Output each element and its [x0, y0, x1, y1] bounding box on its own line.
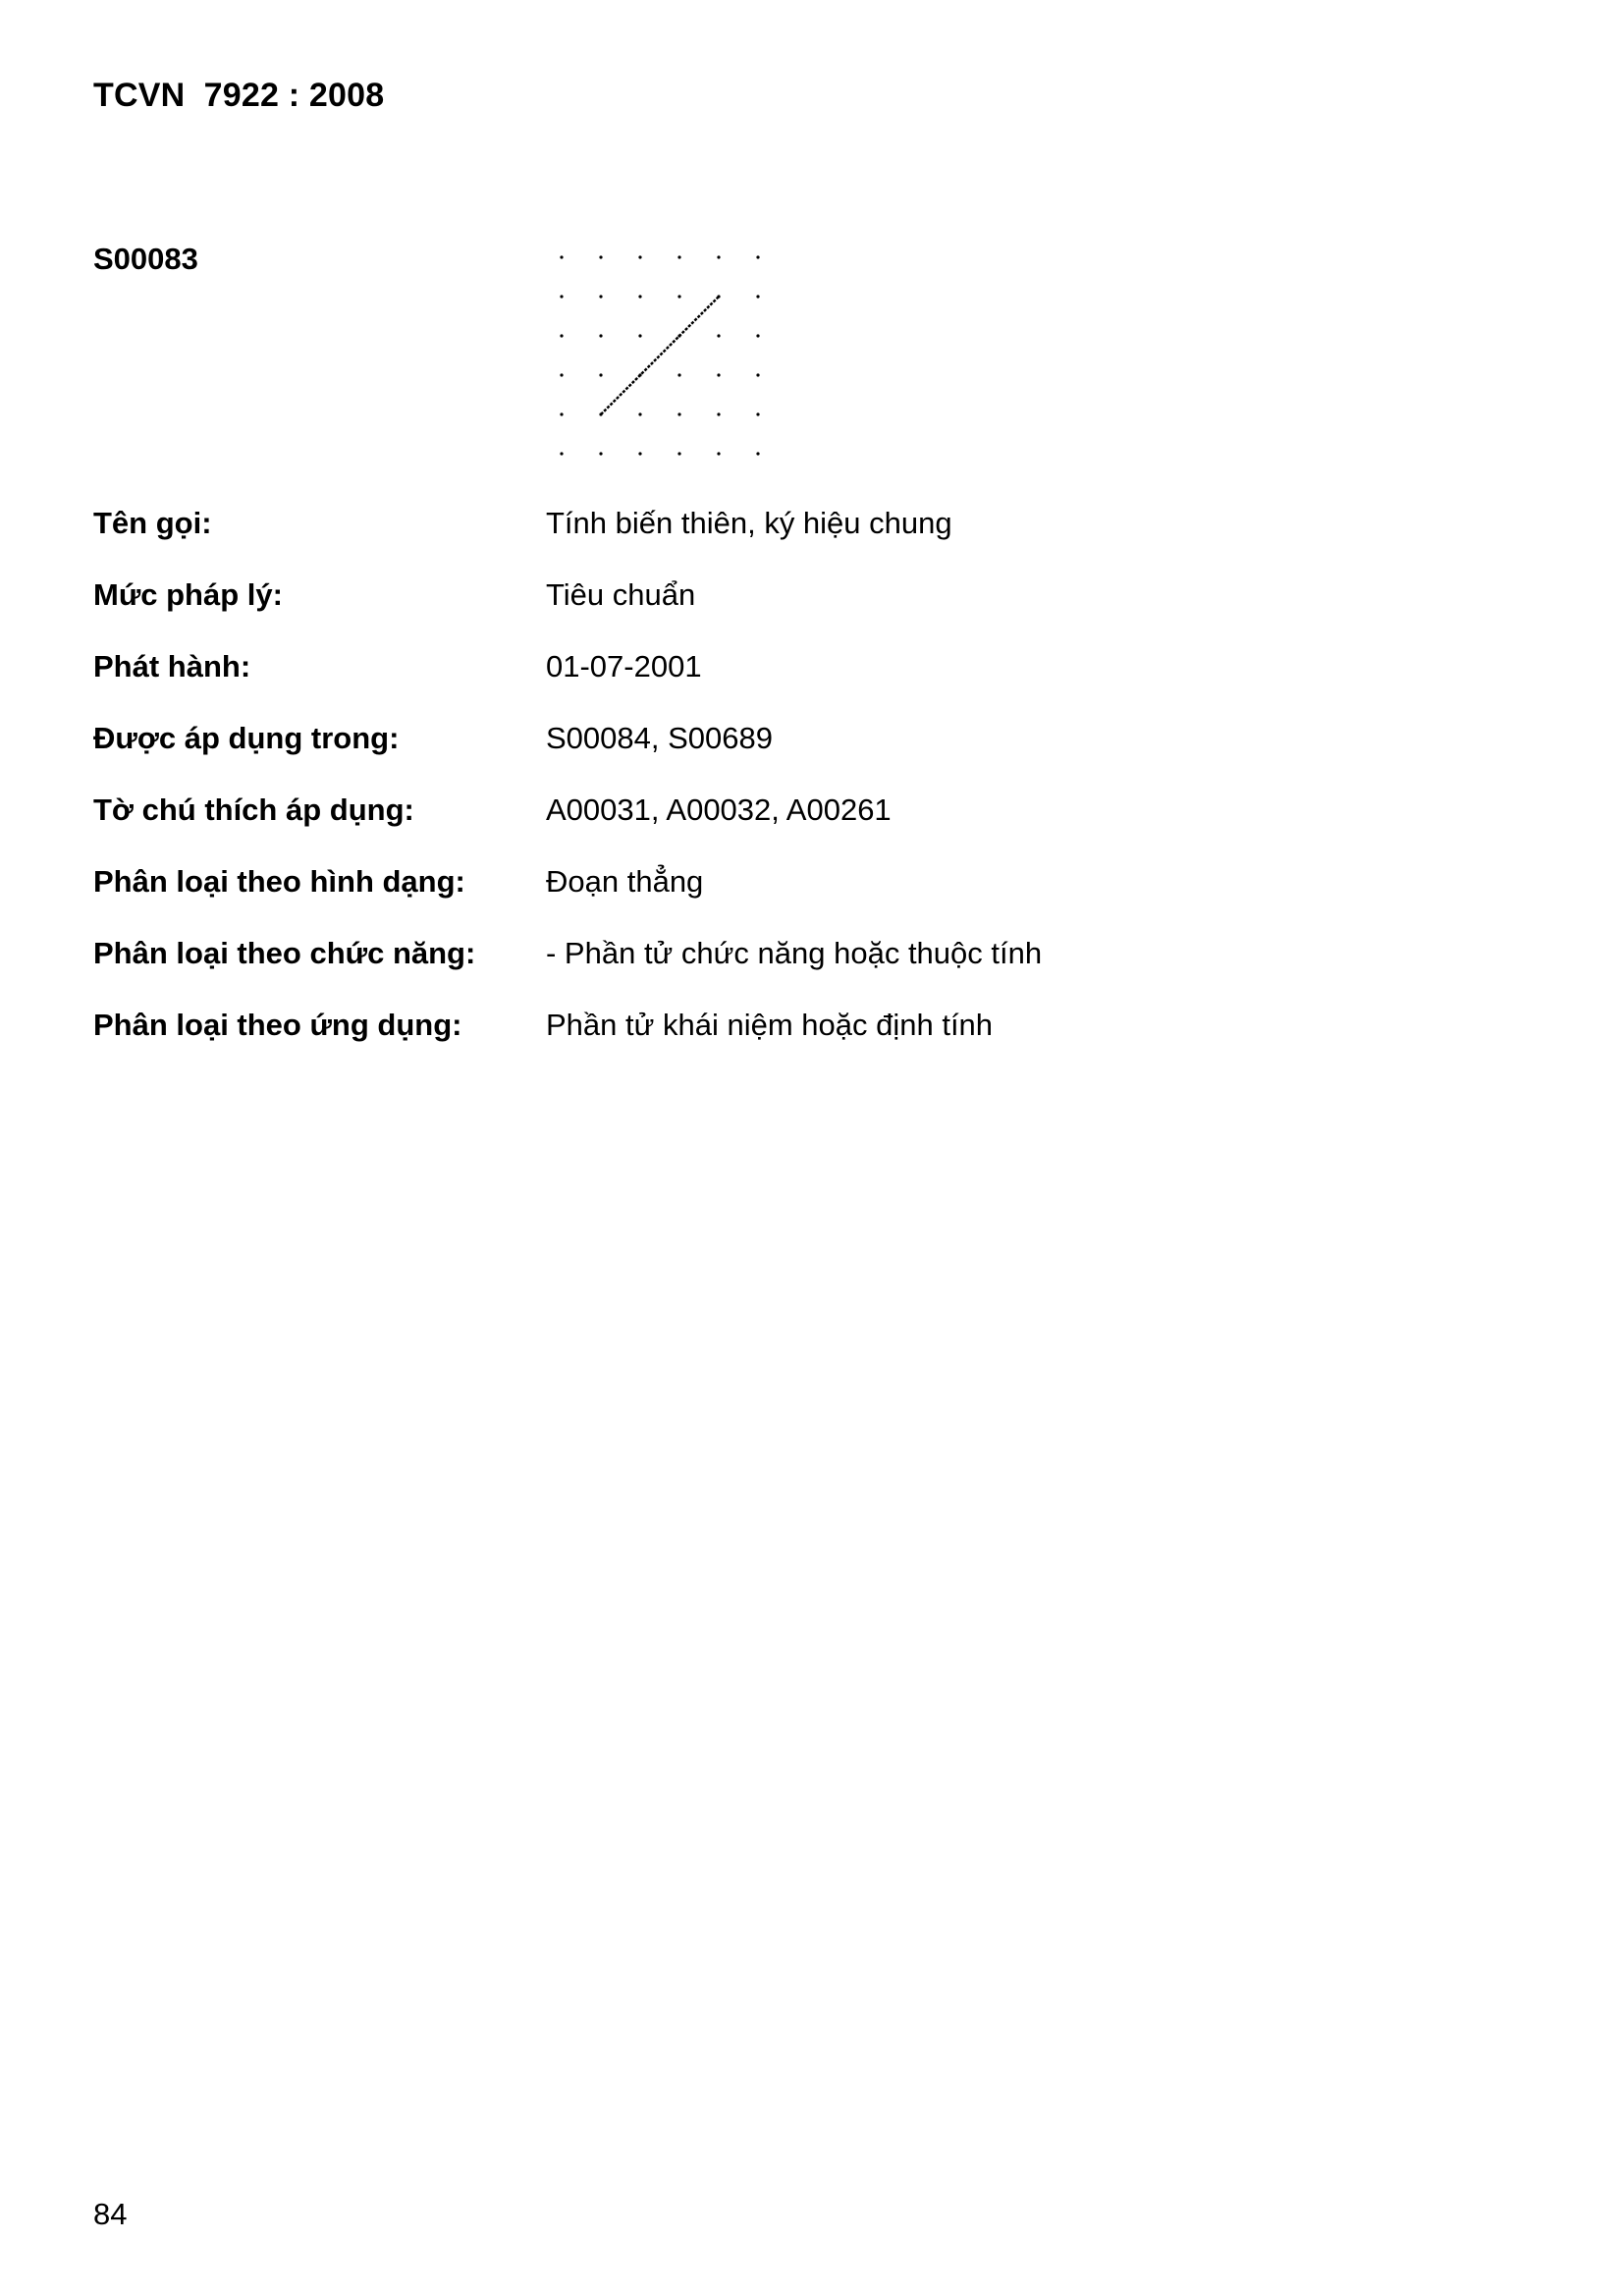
grid-dot [599, 373, 602, 376]
info-row-function-class [93, 936, 1370, 985]
grid-dot [677, 295, 680, 298]
grid-dot [560, 412, 563, 415]
info-row-issued [93, 649, 1370, 698]
info-label: Phân loại theo chức năng: [93, 936, 476, 970]
info-label: Phân loại theo hình dạng: [93, 864, 465, 899]
grid-dot [756, 452, 759, 455]
info-label: Mức pháp lý: [93, 577, 283, 612]
info-value: Phần tử khái niệm hoặc định tính [546, 1008, 994, 1042]
info-label: Phát hành: [93, 649, 251, 683]
grid-dot [638, 334, 641, 337]
info-row-application-class [93, 1008, 1370, 1057]
grid-dot [638, 412, 641, 415]
grid-dot [677, 373, 680, 376]
symbol-id: S00083 [93, 242, 198, 276]
dot-grid [560, 255, 759, 455]
info-value: S00084, S00689 [546, 721, 773, 755]
grid-dot [599, 295, 602, 298]
grid-dot [717, 255, 720, 258]
grid-dot [717, 334, 720, 337]
info-label: Tên gọi: [93, 506, 212, 540]
info-label: Được áp dụng trong: [93, 721, 400, 755]
page-number: 84 [93, 2197, 128, 2231]
info-value: - Phần tử chức năng hoặc thuộc tính [546, 936, 1043, 970]
info-value: 01-07-2001 [546, 649, 702, 683]
page-header-standard: TCVN 7922 : 2008 [93, 77, 385, 114]
symbol-figure [540, 236, 776, 471]
grid-dot [756, 295, 759, 298]
diagonal-line [601, 297, 719, 414]
grid-dot [638, 255, 641, 258]
info-row-legal-level [93, 577, 1370, 627]
info-row-annotation-sheet [93, 793, 1370, 842]
grid-dot [560, 334, 563, 337]
grid-dot [677, 412, 680, 415]
grid-dot [599, 452, 602, 455]
info-table [93, 506, 1370, 1056]
grid-dot [560, 295, 563, 298]
grid-dot [677, 255, 680, 258]
info-value: Tính biến thiên, ký hiệu chung [546, 506, 952, 540]
info-label: Tờ chú thích áp dụng: [93, 793, 414, 827]
info-row-name [93, 506, 1370, 555]
grid-dot [560, 255, 563, 258]
grid-dot [599, 255, 602, 258]
grid-dot [638, 295, 641, 298]
grid-dot [677, 452, 680, 455]
grid-dot [756, 373, 759, 376]
info-value: Đoạn thẳng [546, 864, 704, 899]
info-label: Phân loại theo ứng dụng: [93, 1008, 462, 1042]
info-value: Tiêu chuẩn [546, 577, 696, 612]
info-value: A00031, A00032, A00261 [546, 793, 892, 827]
grid-dot [638, 452, 641, 455]
grid-dot [560, 373, 563, 376]
info-row-applied-in [93, 721, 1370, 770]
grid-dot [717, 452, 720, 455]
grid-dot [756, 334, 759, 337]
grid-dot [717, 373, 720, 376]
grid-dot [756, 255, 759, 258]
grid-dot [560, 452, 563, 455]
grid-dot [599, 334, 602, 337]
grid-dot [756, 412, 759, 415]
info-row-shape-class [93, 864, 1370, 913]
grid-dot [717, 412, 720, 415]
